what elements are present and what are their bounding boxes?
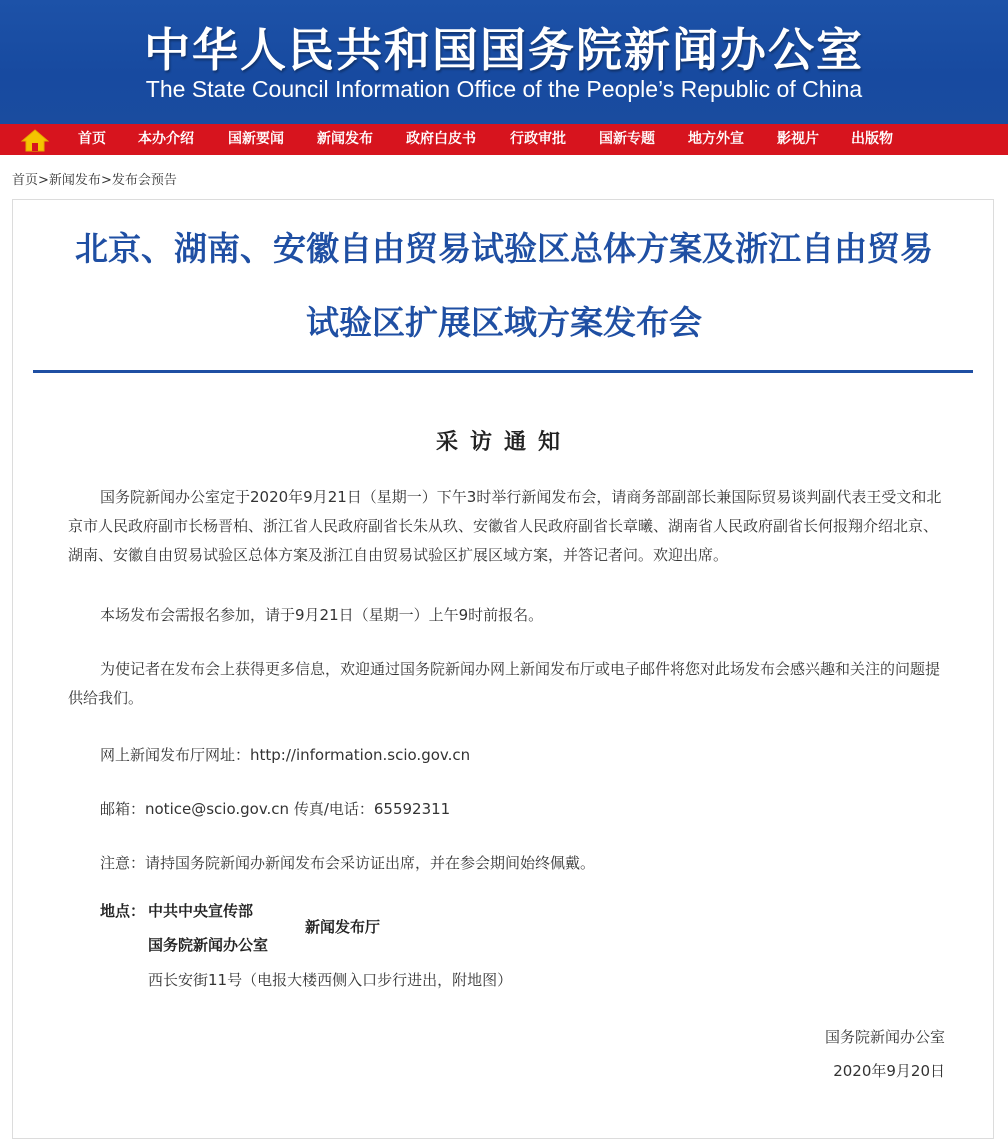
breadcrumb-separator: > (100, 173, 112, 188)
site-title-cn: 中华人民共和国国务院新闻办公室 (144, 23, 864, 77)
breadcrumb-preview-link[interactable]: 发布会预告 (111, 173, 177, 188)
article-title-line2: 试验区扩展区域方案发布会 (306, 303, 702, 342)
breadcrumb-separator: > (38, 173, 49, 188)
paragraph-registration: 本场发布会需报名参加，请于9月21日（星期一）上午9时前报名。 (100, 606, 544, 624)
signature-date: 2020年9月20日 (833, 1062, 945, 1080)
paragraph-intro: 国务院新闻办公室定于2020年9月21日（星期一）下午3时举行新闻发布会，请商务部副部长兼国际贸易谈判副代表王受文和北京市人民政府副市长杨晋柏、浙江省人民政府副省长朱从玖、安徽省人民政府副省长章曦、湖南省人民政府副省长何报翔介绍北京、湖南、安徽自由贸易试验区总体方案及浙江自由贸易试验区扩展区域方案，并答记者问。欢迎出席。 (68, 488, 942, 564)
nav-item-white-papers[interactable]: 政府白皮书 (406, 131, 476, 147)
paragraph-contact: 邮箱：notice@scio.gov.cn 传真/电话：65592311 (100, 800, 451, 818)
breadcrumb (12, 169, 177, 188)
paragraph-questions: 为使记者在发布会上获得更多信息，欢迎通过国务院新闻办网上新闻发布厅或电子邮件将您对此场发布会感兴趣和关注的问题提供给我们。 (68, 660, 941, 707)
nav-item-press-releases[interactable]: 新闻发布 (317, 131, 373, 147)
article-title-line1: 北京、湖南、安徽自由贸易试验区总体方案及浙江自由贸易 (75, 229, 933, 268)
nav-item-topics[interactable]: 国新专题 (599, 131, 655, 147)
location-label: 地点： (100, 902, 146, 920)
nav-item-about[interactable]: 本办介绍 (138, 131, 194, 147)
nav-item-local-publicity[interactable]: 地方外宣 (688, 131, 744, 147)
location-org-1: 中共中央宣传部 (148, 902, 254, 920)
article-title (0, 212, 1008, 360)
site-title-en: The State Council Information Office of the People’s Republic of China (145, 76, 863, 102)
nav-item-videos[interactable]: 影视片 (777, 131, 819, 147)
nav-item-admin-approval[interactable]: 行政审批 (510, 131, 566, 147)
site-header (0, 0, 1008, 124)
breadcrumb-press-link[interactable]: 新闻发布 (48, 173, 101, 188)
nav-item-home[interactable]: 首页 (78, 131, 106, 147)
location-hall: 新闻发布厅 (305, 918, 381, 936)
nav-home-button[interactable] (0, 124, 70, 155)
location-org-2: 国务院新闻办公室 (148, 936, 269, 954)
breadcrumb-home-link[interactable]: 首页 (12, 173, 39, 188)
nav-item-news[interactable]: 国新要闻 (228, 131, 284, 147)
signature-org: 国务院新闻办公室 (824, 1028, 945, 1046)
title-divider (33, 370, 973, 373)
location-address: 西长安街11号（电报大楼西侧入口步行进出，附地图） (148, 971, 513, 989)
notice-heading: 采访通知 (435, 430, 572, 455)
house-icon (21, 128, 49, 152)
nav-item-publications[interactable]: 出版物 (851, 131, 893, 147)
main-nav (0, 124, 1008, 155)
paragraph-note: 注意：请持国务院新闻办新闻发布会采访证出席，并在参会期间始终佩戴。 (100, 854, 596, 872)
paragraph-website: 网上新闻发布厅网址：http://information.scio.gov.cn (100, 746, 471, 764)
